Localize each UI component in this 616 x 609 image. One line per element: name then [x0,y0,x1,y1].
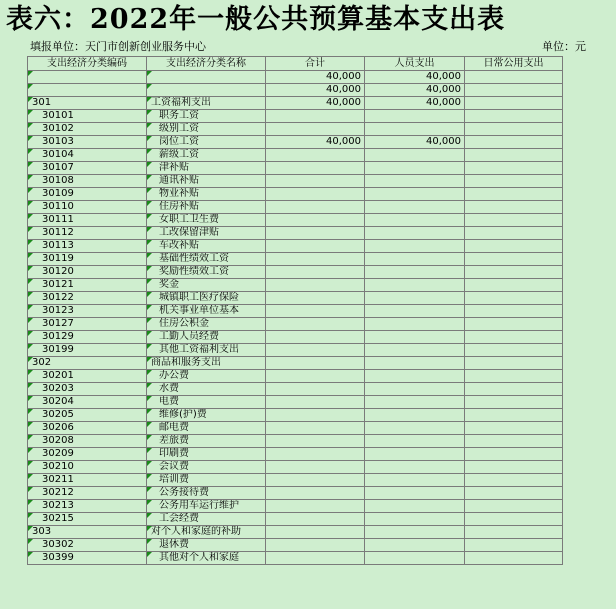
cell-name: 印刷费 [147,448,266,461]
cell-name: 机关事业单位基本 [147,305,266,318]
table-row [28,188,563,201]
cell-name: 工勤人员经费 [147,331,266,344]
cell-total [266,513,365,526]
cell-daily [465,162,563,175]
cell-name: 水费 [147,383,266,396]
table-row [28,357,563,370]
cell-name: 通讯补贴 [147,175,266,188]
table-row [28,513,563,526]
cell-personnel [365,370,465,383]
cell-name: 退休费 [147,539,266,552]
cell-name: 岗位工资 [147,136,266,149]
cell-personnel [365,487,465,500]
table-row [28,84,563,97]
cell-daily [465,71,563,84]
cell-personnel [365,357,465,370]
cell-name: 公务用车运行维护 [147,500,266,513]
cell-daily [465,357,563,370]
cell-total [266,383,365,396]
cell-total [266,435,365,448]
cell-name: 对个人和家庭的补助 [147,526,266,539]
cell-code: 30103 [28,136,147,149]
cell-personnel [365,552,465,565]
cell-personnel [365,318,465,331]
cell-total [266,188,365,201]
cell-personnel [365,214,465,227]
cell-personnel [365,331,465,344]
cell-personnel [365,500,465,513]
cell-total [266,240,365,253]
table-row [28,318,563,331]
cell-daily [465,175,563,188]
cell-daily [465,305,563,318]
cell-personnel [365,162,465,175]
cell-daily [465,188,563,201]
cell-personnel [365,253,465,266]
cell-total [266,344,365,357]
table-row [28,435,563,448]
cell-personnel [365,461,465,474]
cell-code [28,71,147,84]
cell-name: 女职工卫生费 [147,214,266,227]
cell-personnel [365,279,465,292]
cell-code: 30110 [28,201,147,214]
table-row [28,396,563,409]
cell-daily [465,214,563,227]
table-header-row [28,57,563,71]
cell-daily [465,123,563,136]
cell-total [266,253,365,266]
cell-name: 工资福利支出 [147,97,266,110]
cell-personnel [365,123,465,136]
cell-personnel [365,396,465,409]
cell-daily [465,201,563,214]
cell-personnel [365,526,465,539]
cell-name: 车改补贴 [147,240,266,253]
cell-total [266,123,365,136]
cell-name: 邮电费 [147,422,266,435]
currency-unit: 单位：元 [542,40,586,53]
cell-total [266,357,365,370]
cell-daily [465,279,563,292]
table-row [28,474,563,487]
cell-daily [465,526,563,539]
cell-personnel [365,539,465,552]
cell-personnel [365,292,465,305]
table-row [28,539,563,552]
cell-daily [465,539,563,552]
cell-personnel [365,227,465,240]
cell-total [266,448,365,461]
table-row [28,240,563,253]
table-row [28,500,563,513]
cell-name: 物业补贴 [147,188,266,201]
cell-total [266,331,365,344]
cell-name: 电费 [147,396,266,409]
cell-code: 30107 [28,162,147,175]
cell-code: 30102 [28,123,147,136]
cell-total [266,266,365,279]
table-row [28,162,563,175]
cell-daily [465,84,563,97]
cell-code: 30113 [28,240,147,253]
cell-personnel [365,344,465,357]
cell-name: 奖金 [147,279,266,292]
cell-total: 40,000 [266,136,365,149]
cell-daily [465,266,563,279]
cell-code: 30209 [28,448,147,461]
cell-total [266,214,365,227]
cell-total [266,279,365,292]
cell-personnel [365,513,465,526]
header-personnel: 人员支出 [365,57,465,71]
cell-name: 公务接待费 [147,487,266,500]
cell-code: 30104 [28,149,147,162]
cell-total [266,201,365,214]
cell-name: 城镇职工医疗保险 [147,292,266,305]
cell-personnel [365,474,465,487]
cell-daily [465,97,563,110]
cell-name: 住房补贴 [147,201,266,214]
cell-code: 30120 [28,266,147,279]
cell-code: 30213 [28,500,147,513]
cell-personnel [365,409,465,422]
cell-daily [465,292,563,305]
cell-code: 30302 [28,539,147,552]
cell-total [266,539,365,552]
cell-code: 30215 [28,513,147,526]
table-row [28,292,563,305]
cell-code: 30123 [28,305,147,318]
table-row [28,370,563,383]
cell-total [266,292,365,305]
cell-name: 差旅费 [147,435,266,448]
cell-code: 30399 [28,552,147,565]
cell-name: 商品和服务支出 [147,357,266,370]
cell-total: 40,000 [266,71,365,84]
cell-daily [465,240,563,253]
cell-total [266,318,365,331]
table-row [28,305,563,318]
cell-personnel [365,383,465,396]
cell-daily [465,487,563,500]
table-row [28,110,563,123]
table-row [28,253,563,266]
cell-code: 30210 [28,461,147,474]
cell-code: 30112 [28,227,147,240]
cell-personnel: 40,000 [365,136,465,149]
header-daily: 日常公用支出 [465,57,563,71]
table-row [28,383,563,396]
cell-name: 级别工资 [147,123,266,136]
cell-personnel: 40,000 [365,84,465,97]
cell-total [266,396,365,409]
table-row [28,201,563,214]
cell-total [266,149,365,162]
cell-code: 30204 [28,396,147,409]
cell-code: 30199 [28,344,147,357]
cell-total [266,227,365,240]
cell-code: 30101 [28,110,147,123]
cell-name: 住房公积金 [147,318,266,331]
cell-daily [465,331,563,344]
header-name: 支出经济分类名称 [147,57,266,71]
cell-name: 办公费 [147,370,266,383]
cell-code: 30211 [28,474,147,487]
table-row [28,331,563,344]
cell-code: 30122 [28,292,147,305]
cell-personnel [365,188,465,201]
table-row [28,344,563,357]
cell-total: 40,000 [266,84,365,97]
cell-total [266,461,365,474]
table-row [28,71,563,84]
table-row [28,461,563,474]
cell-daily [465,474,563,487]
cell-daily [465,409,563,422]
header-code: 支出经济分类编码 [28,57,147,71]
table-row [28,422,563,435]
table-body [28,71,563,565]
table-row [28,227,563,240]
cell-personnel [365,305,465,318]
cell-total [266,487,365,500]
table-row [28,123,563,136]
cell-daily [465,513,563,526]
cell-code: 30203 [28,383,147,396]
cell-daily [465,136,563,149]
cell-total [266,110,365,123]
cell-name: 会议费 [147,461,266,474]
cell-name: 其他对个人和家庭 [147,552,266,565]
cell-total: 40,000 [266,97,365,110]
cell-code: 30111 [28,214,147,227]
cell-code: 30121 [28,279,147,292]
cell-code: 30129 [28,331,147,344]
cell-daily [465,110,563,123]
cell-daily [465,396,563,409]
cell-code: 30108 [28,175,147,188]
cell-personnel [365,110,465,123]
page-title: 表六：2022年一般公共预算基本支出表 [6,4,506,35]
cell-name: 其他工资福利支出 [147,344,266,357]
cell-daily [465,149,563,162]
cell-code: 30212 [28,487,147,500]
cell-total [266,305,365,318]
reporting-unit: 填报单位：天门市创新创业服务中心 [30,40,206,53]
cell-total [266,175,365,188]
cell-daily [465,500,563,513]
cell-name: 奖励性绩效工资 [147,266,266,279]
table-row [28,487,563,500]
cell-code: 30205 [28,409,147,422]
cell-code: 30206 [28,422,147,435]
cell-total [266,370,365,383]
cell-personnel [365,448,465,461]
cell-daily [465,370,563,383]
cell-personnel: 40,000 [365,97,465,110]
cell-personnel [365,149,465,162]
cell-total [266,422,365,435]
cell-total [266,162,365,175]
cell-total [266,409,365,422]
table-row [28,149,563,162]
cell-code: 30109 [28,188,147,201]
table-row [28,448,563,461]
cell-personnel [365,422,465,435]
cell-daily [465,552,563,565]
budget-table [27,56,563,565]
cell-name [147,71,266,84]
cell-daily [465,344,563,357]
cell-daily [465,227,563,240]
header-total: 合计 [266,57,365,71]
cell-personnel: 40,000 [365,71,465,84]
cell-code: 302 [28,357,147,370]
table-row [28,409,563,422]
cell-code [28,84,147,97]
cell-personnel [365,435,465,448]
cell-total [266,526,365,539]
table-row [28,266,563,279]
table-row [28,552,563,565]
cell-daily [465,383,563,396]
cell-name: 职务工资 [147,110,266,123]
cell-total [266,474,365,487]
cell-personnel [365,175,465,188]
cell-total [266,552,365,565]
cell-name: 维修(护)费 [147,409,266,422]
cell-name: 津补贴 [147,162,266,175]
cell-name: 工会经费 [147,513,266,526]
cell-daily [465,448,563,461]
cell-daily [465,318,563,331]
cell-code: 301 [28,97,147,110]
cell-daily [465,461,563,474]
cell-personnel [365,240,465,253]
table-row [28,214,563,227]
cell-code: 30201 [28,370,147,383]
cell-daily [465,422,563,435]
cell-personnel [365,266,465,279]
cell-daily [465,253,563,266]
cell-code: 30127 [28,318,147,331]
cell-name: 培训费 [147,474,266,487]
table-row [28,279,563,292]
cell-name: 基础性绩效工资 [147,253,266,266]
cell-code: 30119 [28,253,147,266]
cell-daily [465,435,563,448]
table-row [28,136,563,149]
cell-name: 工改保留津贴 [147,227,266,240]
cell-total [266,500,365,513]
table-row [28,526,563,539]
cell-name [147,84,266,97]
table-row [28,97,563,110]
cell-name: 薪级工资 [147,149,266,162]
table-row [28,175,563,188]
cell-code: 303 [28,526,147,539]
cell-personnel [365,201,465,214]
cell-code: 30208 [28,435,147,448]
